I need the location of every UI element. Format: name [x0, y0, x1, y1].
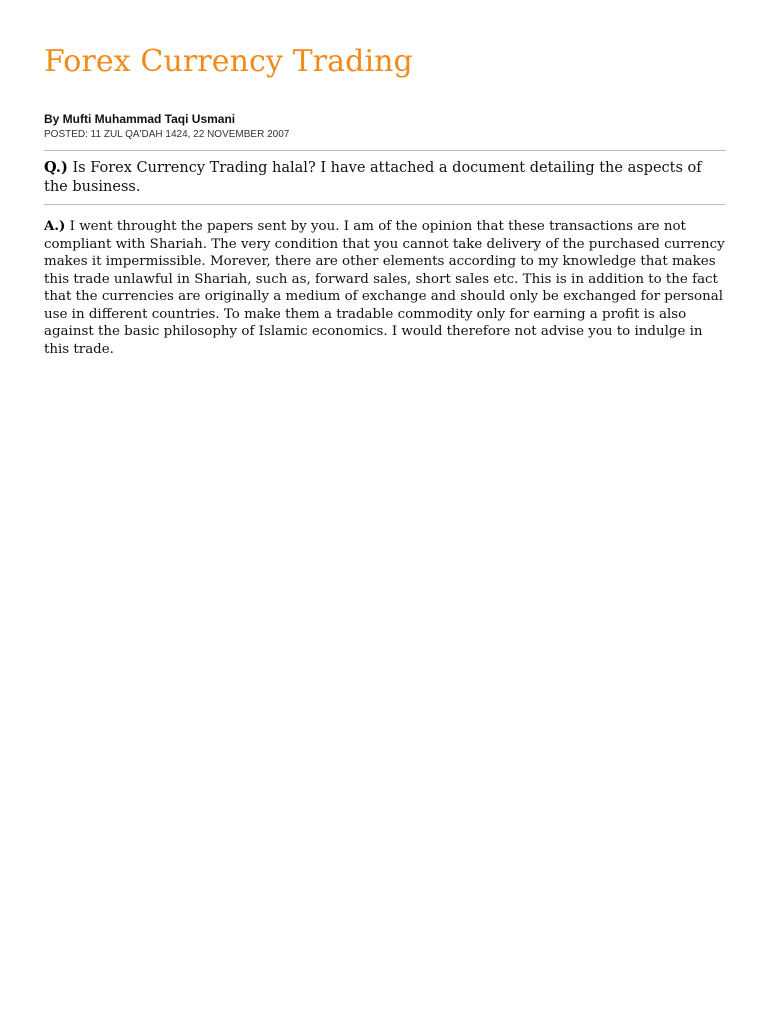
posted-date: POSTED: 11 ZUL QA'DAH 1424, 22 NOVEMBER 2007	[44, 129, 290, 140]
article	[44, 40, 726, 358]
page-title: Forex Currency Trading	[44, 44, 413, 79]
answer-block	[44, 218, 726, 358]
divider-bottom	[44, 204, 726, 205]
answer-label: A.)	[44, 218, 66, 234]
question-text: Is Forex Currency Trading halal? I have attached a document detailing the aspects of the business.	[44, 160, 702, 195]
author-byline: By Mufti Muhammad Taqi Usmani	[44, 112, 236, 126]
answer-text: I went throught the papers sent by you. I am of the opinion that these transactions are not compliant with Shariah. The very condition that you cannot take delivery of the purchased currency makes it impermissible. Morever, there are other elements according to my knowledge that makes this trade unlawful in Shariah, such as, forward sales, short sales etc. This is in addition to the fact that the currencies are originally a medium of exchange and should only be exchanged for personal use in different countries. To make them a tradable commodity only for earning a profit is also against the basic philosophy of Islamic economics. I would therefore not advise you to indulge in this trade.	[44, 219, 725, 357]
question-block	[44, 151, 726, 204]
question-label: Q.)	[44, 159, 68, 176]
